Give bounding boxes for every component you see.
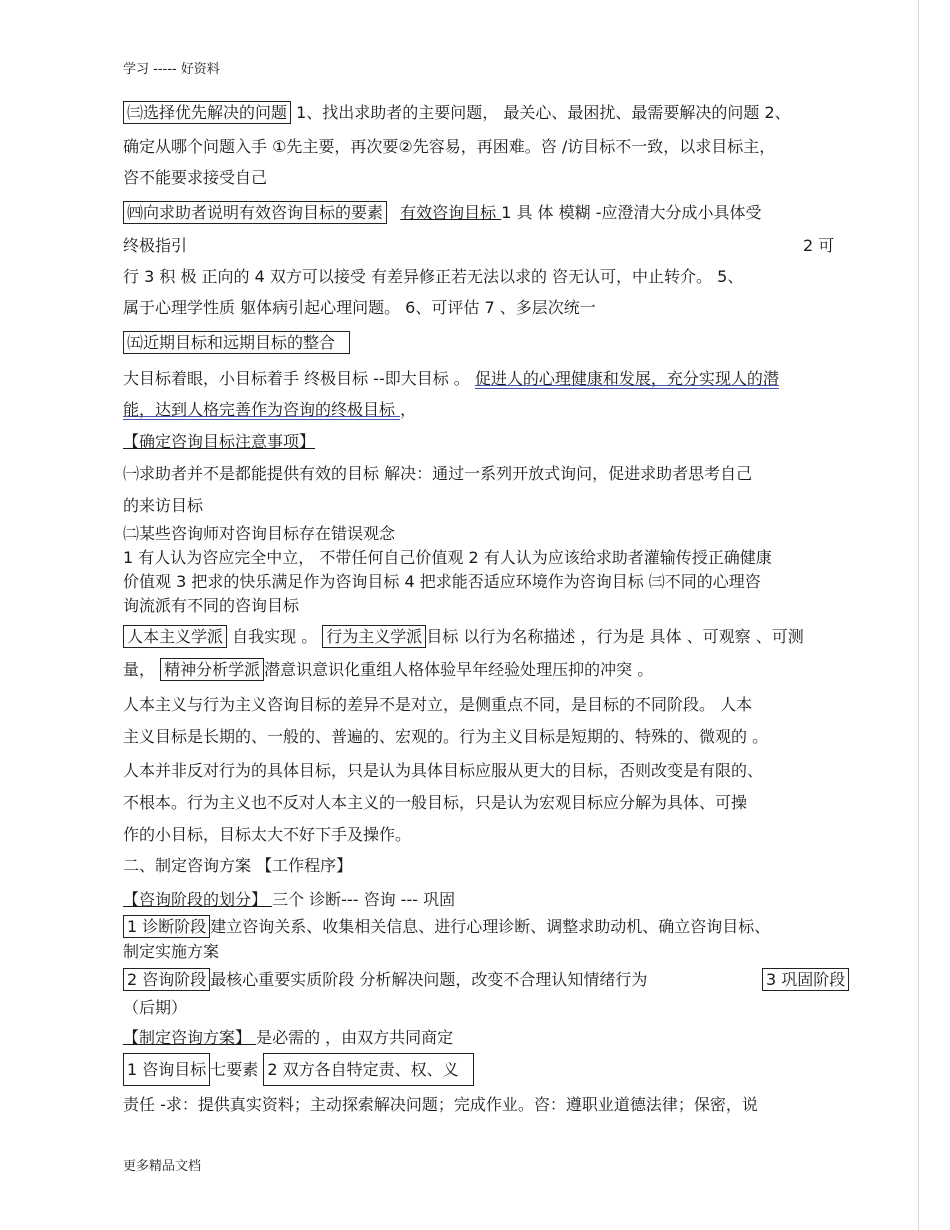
line-18	[123, 627, 804, 647]
item-box: 1 咨询目标	[123, 1053, 210, 1086]
line-10	[123, 400, 416, 420]
line-7: 属于心理学性质 躯体病引起心理问题。 6、可评估 7 、多层次统一	[123, 298, 596, 317]
text: 最核心重要实质阶段 分析解决问题，改变不合理认知情绪行为	[210, 970, 648, 989]
underlined-text: 能，达到人格完善作为咨询的终极目标	[123, 400, 401, 419]
line-14: ㈡某些咨询师对咨询目标存在错误观念	[123, 524, 396, 543]
text: 1 具 体 模糊 -应澄清大分成小具体受	[501, 203, 762, 222]
line-33: 责任 -求：提供真实资料；主动探索解决问题；完成作业。咨：遵职业道德法律；保密，说	[123, 1095, 758, 1114]
item-box: 2 双方各自特定责、权、义	[263, 1053, 473, 1086]
line-12: ㈠求助者并不是都能提供有效的目标 解决：通过一系列开放式询问，促进求助者思考自己	[123, 464, 753, 483]
page-footer: 更多精品文档	[123, 1159, 202, 1174]
line-28: 制定实施方案	[123, 942, 220, 961]
stage-box: 3 巩固阶段	[762, 968, 849, 991]
line-29	[123, 970, 647, 990]
stage-box: 1 诊断阶段	[123, 915, 210, 938]
text: 三个 诊断--- 咨询 --- 巩固	[272, 890, 456, 909]
line-29-right	[762, 970, 849, 990]
page-header: 学习 ----- 好资料	[123, 62, 220, 77]
text: 量，	[123, 660, 156, 679]
line-32	[123, 1060, 474, 1080]
line-6: 行 3 积 极 正向的 4 双方可以接受 有差异修正若无法以求的 咨无认可，中止转介。 5、	[123, 267, 744, 286]
text: 大目标着眼，小目标着手 终极目标 --即大目标 。	[123, 369, 470, 388]
school-box: 人本主义学派	[123, 625, 227, 648]
stage-box: 2 咨询阶段	[123, 968, 210, 991]
school-box: 精神分析学派	[160, 658, 264, 681]
text: 是必需的 ，由双方共同商定	[256, 1028, 454, 1047]
line-26	[123, 890, 455, 910]
line-22: 人本并非反对行为的具体目标，只是认为具体目标应服从更大的目标，否则改变是有限的、	[123, 761, 764, 780]
line-21: 主义目标是长期的、一般的、普遍的、宏观的。行为主义目标是短期的、特殊的、微观的 。	[123, 727, 769, 746]
line-19	[123, 660, 653, 680]
line-5-right: 2 可	[803, 236, 835, 255]
heading-box: ㈢选择优先解决的问题	[123, 101, 291, 124]
line-9	[123, 369, 779, 389]
section-heading: 【确定咨询目标注意事项】	[123, 432, 316, 451]
line-2: 确定从哪个问题入手 ①先主要，再次要②先容易，再困难。咨 /访目标不一致，以求目标主，	[123, 137, 776, 156]
line-25: 二、制定咨询方案 【工作程序】	[123, 856, 353, 875]
line-3: 咨不能要求接受自己	[123, 168, 268, 187]
section-heading: 【制定咨询方案】	[123, 1028, 257, 1047]
line-16: 价值观 3 把求的快乐满足作为咨询目标 4 把求能否适应环境作为咨询目标 ㈢不同的心理咨	[123, 572, 761, 591]
text: 建立咨询关系、收集相关信息、进行心理诊断、调整求助动机、确立咨询目标、	[210, 917, 771, 936]
page-edge	[918, 0, 919, 1230]
line-20: 人本主义与行为主义咨询目标的差异不是对立，是侧重点不同，是目标的不同阶段。 人本	[123, 695, 753, 714]
line-13: 的来访目标	[123, 496, 204, 515]
line-11	[123, 432, 315, 452]
line-30: （后期）	[123, 998, 188, 1017]
heading-box: ㈣向求助者说明有效咨询目标的要素	[123, 201, 387, 224]
line-17: 询流派有不同的咨询目标	[123, 596, 300, 615]
school-box: 行为主义学派	[322, 625, 426, 648]
line-24: 作的小目标，目标太大不好下手及操作。	[123, 825, 412, 844]
text: 1、找出求助者的主要问题， 最关心、最困扰、最需要解决的问题 2、	[296, 103, 791, 122]
line-27	[123, 917, 770, 937]
line-4	[123, 203, 762, 223]
line-31	[123, 1028, 453, 1048]
text: ，	[400, 400, 417, 419]
underlined-text: 有效咨询目标	[400, 203, 502, 222]
text: 七要素	[210, 1060, 259, 1079]
text: 目标 以行为名称描述 ，行为是 具体 、可观察 、可测	[426, 627, 804, 646]
line-5-left: 终极指引	[123, 236, 188, 255]
text: 自我实现 。	[232, 627, 318, 646]
underlined-text: 促进人的心理健康和发展，充分实现人的潜	[474, 369, 779, 388]
line-23: 不根本。行为主义也不反对人本主义的一般目标，只是认为宏观目标应分解为具体、可操	[123, 793, 748, 812]
heading-box: ㈤近期目标和远期目标的整合	[123, 331, 350, 354]
section-heading: 【咨询阶段的划分】	[123, 890, 273, 909]
line-15: 1 有人认为咨应完全中立， 不带任何自己价值观 2 有人认为应该给求助者灌输传授正确健康	[123, 548, 772, 567]
text: 潜意识意识化重组人格体验早年经验处理压抑的冲突 。	[264, 660, 654, 679]
line-8	[123, 333, 350, 353]
line-1	[123, 103, 791, 123]
